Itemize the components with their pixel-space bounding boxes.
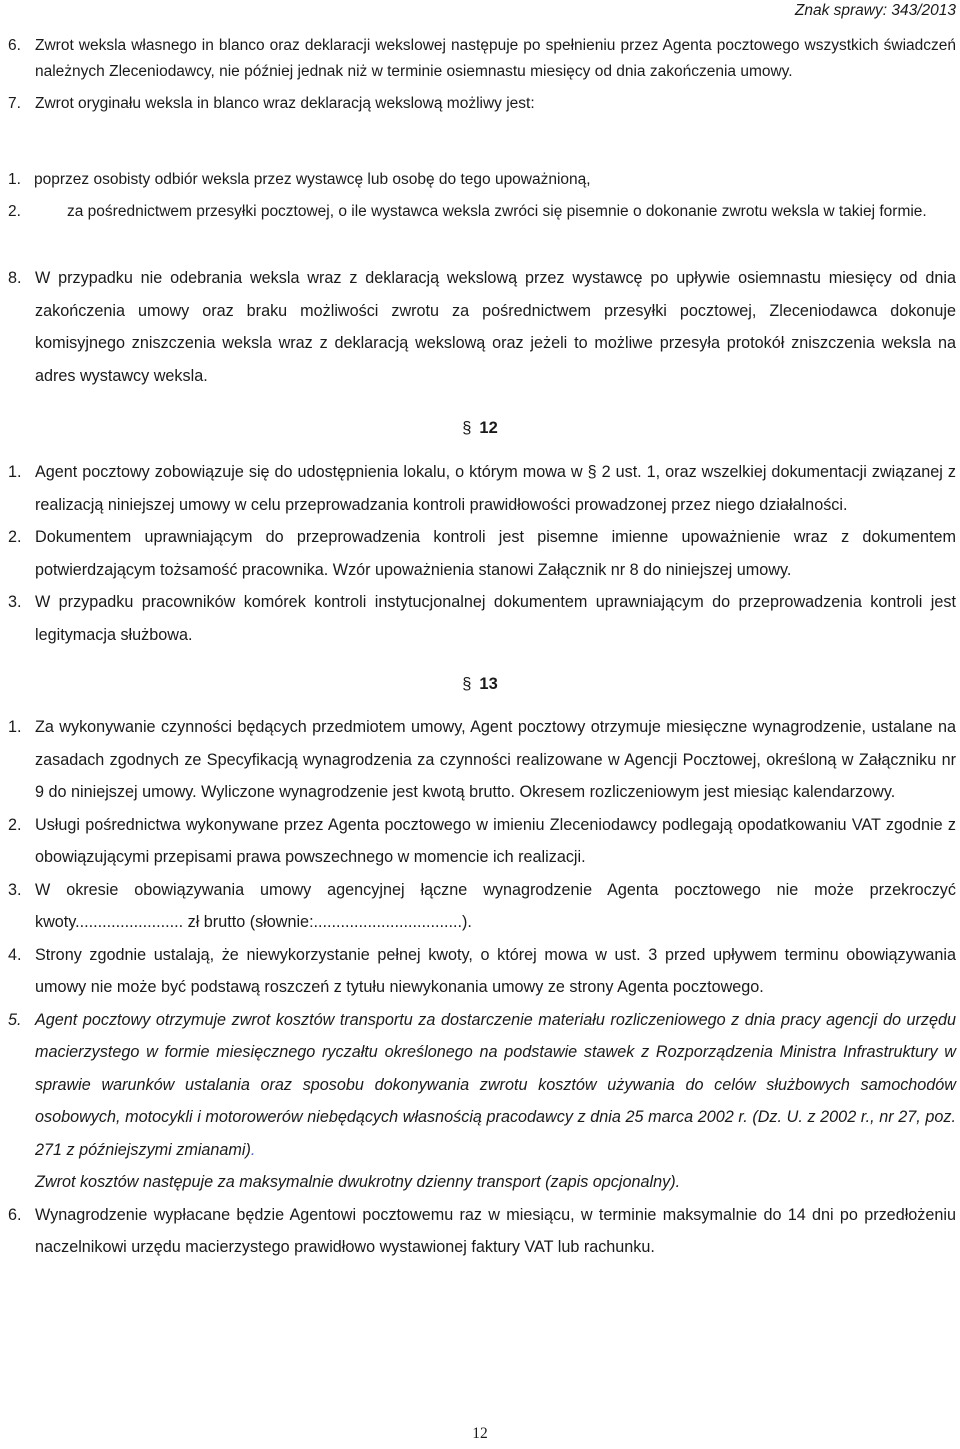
section-12-item-2: 2. Dokumentem uprawniającym do przeprowadzenia kontroli jest pisemne imienne upoważnienie wraz z dokumentem potwierdzającym tożsamość pracownika. Wzór upoważnienia stanowi Załącznik nr 8 do niniejszej umowy. [8, 528, 956, 579]
section-13-item-5: 5. Agent pocztowy otrzymuje zwrot kosztów transportu za dostarczenie materiału rozliczeniowego z dnia pracy agencji do urzędu macierzystego w formie miesięcznego ryczałtu określonego na podstawie stawek z Rozporządzenia Ministra Infrastruktury w sprawie warunków ustalania oraz sposobu dokonywania zwrotu kosztów używania do celów służbowych samochodów osobowych, motocykli i motorowerów niebędących własnością pracodawcy z dnia 25 marca 2002 r. (Dz. U. z 2002 r., nr 27, poz. 271 z późniejszymi zmianami). Zwrot kosztów następuje za maksymalnie dwukrotny dzienny transport (zapis opcjonalny). [8, 1010, 956, 1191]
sub-item-2: 2. za pośrednictwem przesyłki pocztowej, o ile wystawca weksla zwróci się pisemnie o dokonanie zwrotu weksla w takiej formie. [8, 203, 927, 220]
section-13-item-1: 1. Za wykonywanie czynności będących przedmiotem umowy, Agent pocztowy otrzymuje miesięczne wynagrodzenie, ustalane na zasadach zgodnych ze Specyfikacją wynagrodzenia za czynności realizowane w Agencji Pocztowej, określoną w Załączniku nr 9 do niniejszej umowy. Wyliczone wynagrodzenie jest kwotą brutto. Okresem rozliczeniowym jest miesiąc kalendarzowy. [8, 718, 956, 801]
section-12-item-1: 1. Agent pocztowy zobowiązuje się do udostępnienia lokalu, o którym mowa w § 2 ust. 1, oraz wszelkiej dokumentacji związanej z realizacją niniejszej umowy w celu przeprowadzania kontroli prawidłowości prowadzonej przez niego działalności. [8, 463, 956, 514]
top-items [8, 33, 956, 117]
section-13-item-4: 4. Strony zgodnie ustalają, że niewykorzystanie pełnej kwoty, o której mowa w ust. 3 przed upływem terminu obowiązywania umowy nie może być podstawą roszczeń z tytułu niewykonania umowy ze strony Agenta pocztowego. [8, 945, 956, 996]
paragraph-sign-icon: § [462, 675, 472, 693]
list-item-7: 7. Zwrot oryginału weksla in blanco wraz deklaracją wekslową możliwy jest: [8, 95, 535, 112]
section-12-items [8, 456, 956, 651]
document-reference: Znak sprawy: 343/2013 [794, 2, 956, 19]
section-13-item-2: 2. Usługi pośrednictwa wykonywane przez Agenta pocztowego w imieniu Zleceniodawcy podlegają opodatkowaniu VAT zgodnie z obowiązującymi przepisami prawa powszechnego w momencie ich realizacji. [8, 815, 956, 866]
section-13-item-3: 3. W okresie obowiązywania umowy agencyjnej łączne wynagrodzenie Agenta pocztowego nie może przekroczyć kwoty........................ zł brutto (słownie:.................................). [8, 880, 956, 931]
section-13-heading: § 13 [462, 675, 498, 693]
section-12-heading: § 12 [462, 419, 498, 437]
list-item-8: 8. W przypadku nie odebrania weksla wraz z deklaracją wekslową przez wystawcę po upływie osiemnastu miesięcy od dnia zakończenia umowy oraz braku możliwości zwrotu za pośrednictwem przesyłki pocztowej, Zleceniodawca dokonuje komisyjnego zniszczenia weksla wraz z deklaracją wekslową oraz jeżeli to możliwe przesyła protokół zniszczenia weksla na adres wystawcy weksla. [8, 269, 956, 385]
paragraph-sign-icon: § [462, 419, 472, 437]
sub-item-1: 1. poprzez osobisty odbiór weksla przez wystawcę lub osobę do tego upoważnioną, [8, 171, 591, 188]
list-item-6: 6. Zwrot weksla własnego in blanco oraz deklaracji wekslowej następuje po spełnieniu przez Agenta pocztowego wszystkich świadczeń należnych Zleceniodawcy, nie później jednak niż w terminie osiemnastu miesięcy od dnia zakończenia umowy. [8, 37, 956, 80]
section-13-item-6: 6. Wynagrodzenie wypłacane będzie Agentowi pocztowemu raz w miesiącu, w terminie maksymalnie do 14 dni po przedłożeniu naczelnikowi urzędu macierzystego prawidłowo wystawionej faktury VAT lub rachunku. [8, 1205, 956, 1256]
section-12-item-3: 3. W przypadku pracowników komórek kontroli instytucjonalnej dokumentem uprawniającym do przeprowadzenia kontroli jest legitymacja służbowa. [8, 593, 956, 644]
sub-items [8, 164, 956, 228]
page-number: 12 [472, 1425, 488, 1442]
section-13-items [8, 711, 956, 1264]
